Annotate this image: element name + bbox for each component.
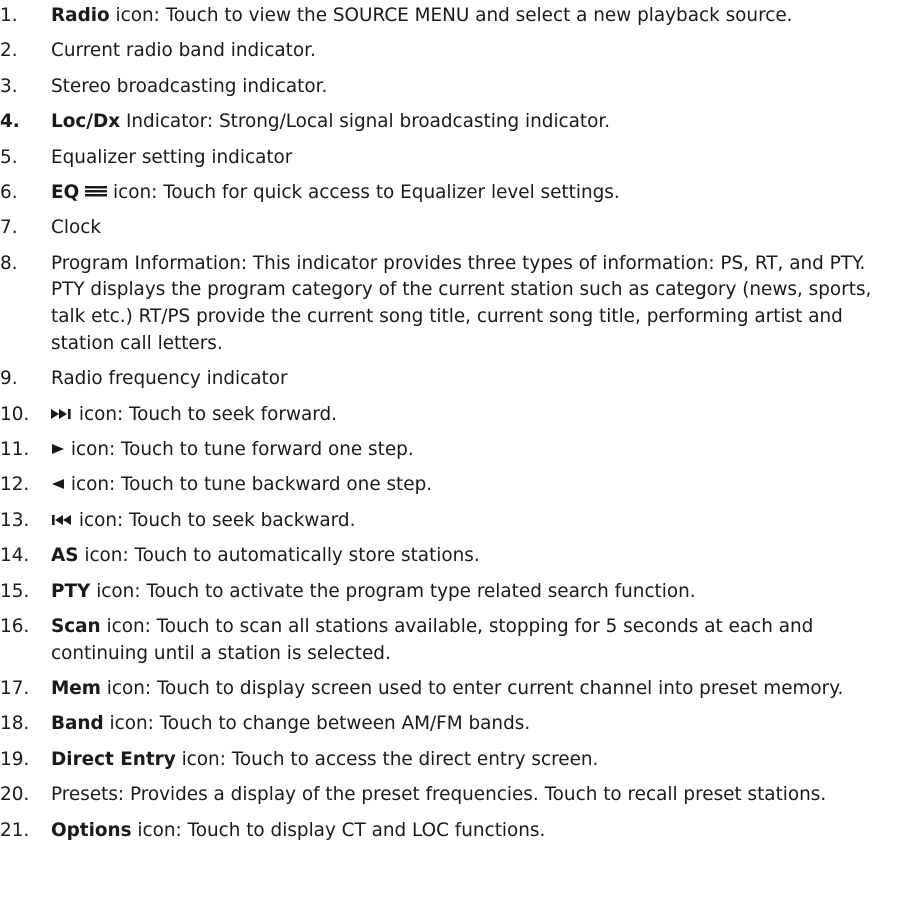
equalizer-icon — [85, 184, 107, 198]
item-keyword: Band — [51, 713, 104, 735]
item-keyword: Options — [51, 819, 132, 841]
item-number: 17. — [0, 678, 30, 700]
list-item — [0, 782, 900, 809]
item-description: Radio frequency indicator — [51, 368, 288, 390]
list-item — [0, 251, 900, 358]
item-description: icon: Touch for quick access to Equalizer level settings. — [107, 181, 620, 203]
item-number: 18. — [0, 713, 30, 735]
item-description: icon: Touch to view the SOURCE MENU and select a new playback source. — [109, 5, 793, 26]
item-description: Presets: Provides a display of the preset frequencies. Touch to recall preset stations. — [51, 784, 827, 806]
item-description: icon: Touch to display screen used to enter current channel into preset memory. — [100, 678, 844, 700]
tune-forward-icon — [51, 443, 65, 455]
item-description: Program Information: This indicator provides three types of information: PS, RT, and PTY. PTY displays the program category of the current station such as category (news, sports, talk etc.) RT/PS provide the current song title, current song title, performing artist and station call letters. — [51, 252, 872, 354]
list-item — [0, 818, 900, 845]
item-number: 19. — [0, 748, 30, 770]
item-keyword: PTY — [51, 580, 91, 602]
item-keyword: Direct Entry — [51, 748, 176, 770]
item-description: icon: Touch to tune backward one step. — [65, 474, 433, 496]
item-number: 6. — [0, 181, 18, 203]
item-description: icon: Touch to change between AM/FM bands. — [103, 713, 531, 735]
item-number: 10. — [0, 403, 30, 425]
list-item — [0, 711, 900, 738]
item-keyword: Scan — [51, 615, 101, 637]
list-item — [0, 614, 900, 667]
list-item — [0, 508, 900, 535]
item-description: icon: Touch to activate the program type related search function. — [90, 580, 696, 602]
item-keyword: Loc/Dx — [51, 111, 121, 133]
list-item — [0, 145, 900, 172]
item-description: Indicator: Strong/Local signal broadcasting indicator. — [120, 111, 611, 133]
item-keyword: AS — [51, 545, 79, 567]
item-description: Clock — [51, 217, 101, 239]
item-number: 11. — [0, 439, 30, 461]
list-item — [0, 402, 900, 429]
list-item — [0, 180, 900, 207]
list-item — [0, 109, 900, 136]
item-description: icon: Touch to automatically store stations. — [78, 545, 480, 567]
item-number: 3. — [0, 75, 18, 97]
list-item — [0, 437, 900, 464]
item-description: icon: Touch to scan all stations available, stopping for 5 seconds at each and continuing until a station is selected. — [51, 615, 814, 664]
item-number: 12. — [0, 474, 30, 496]
tune-backward-icon — [51, 478, 65, 490]
list-item — [0, 543, 900, 570]
item-description: icon: Touch to seek forward. — [73, 403, 338, 425]
item-description: icon: Touch to access the direct entry screen. — [175, 748, 599, 770]
item-keyword: EQ — [51, 181, 80, 203]
list-item — [0, 366, 900, 393]
item-number: 20. — [0, 784, 30, 806]
numbered-list — [0, 3, 900, 853]
list-item — [0, 747, 900, 774]
list-item — [0, 3, 900, 30]
item-number: 1. — [0, 5, 18, 26]
item-number: 2. — [0, 40, 18, 62]
item-number: 5. — [0, 146, 18, 168]
list-item — [0, 472, 900, 499]
item-number: 15. — [0, 580, 30, 602]
item-number: 14. — [0, 545, 30, 567]
list-item — [0, 74, 900, 101]
item-keyword: Radio — [51, 5, 110, 26]
seek-backward-icon — [51, 514, 73, 526]
list-item — [0, 38, 900, 65]
item-number: 9. — [0, 368, 18, 390]
item-description: icon: Touch to display CT and LOC functions. — [131, 819, 546, 841]
item-keyword: Mem — [51, 678, 101, 700]
item-number: 13. — [0, 509, 30, 531]
list-item — [0, 676, 900, 703]
list-item — [0, 579, 900, 606]
item-description: Current radio band indicator. — [51, 40, 316, 62]
item-description: icon: Touch to tune forward one step. — [65, 439, 414, 461]
item-number: 7. — [0, 217, 18, 239]
item-description: Equalizer setting indicator — [51, 146, 293, 168]
item-number: 8. — [0, 252, 18, 274]
item-description: icon: Touch to seek backward. — [73, 509, 356, 531]
seek-forward-icon — [51, 408, 73, 420]
item-number: 21. — [0, 819, 30, 841]
item-number: 4. — [0, 111, 20, 133]
list-item — [0, 215, 900, 242]
item-description: Stereo broadcasting indicator. — [51, 75, 328, 97]
item-number: 16. — [0, 615, 30, 637]
